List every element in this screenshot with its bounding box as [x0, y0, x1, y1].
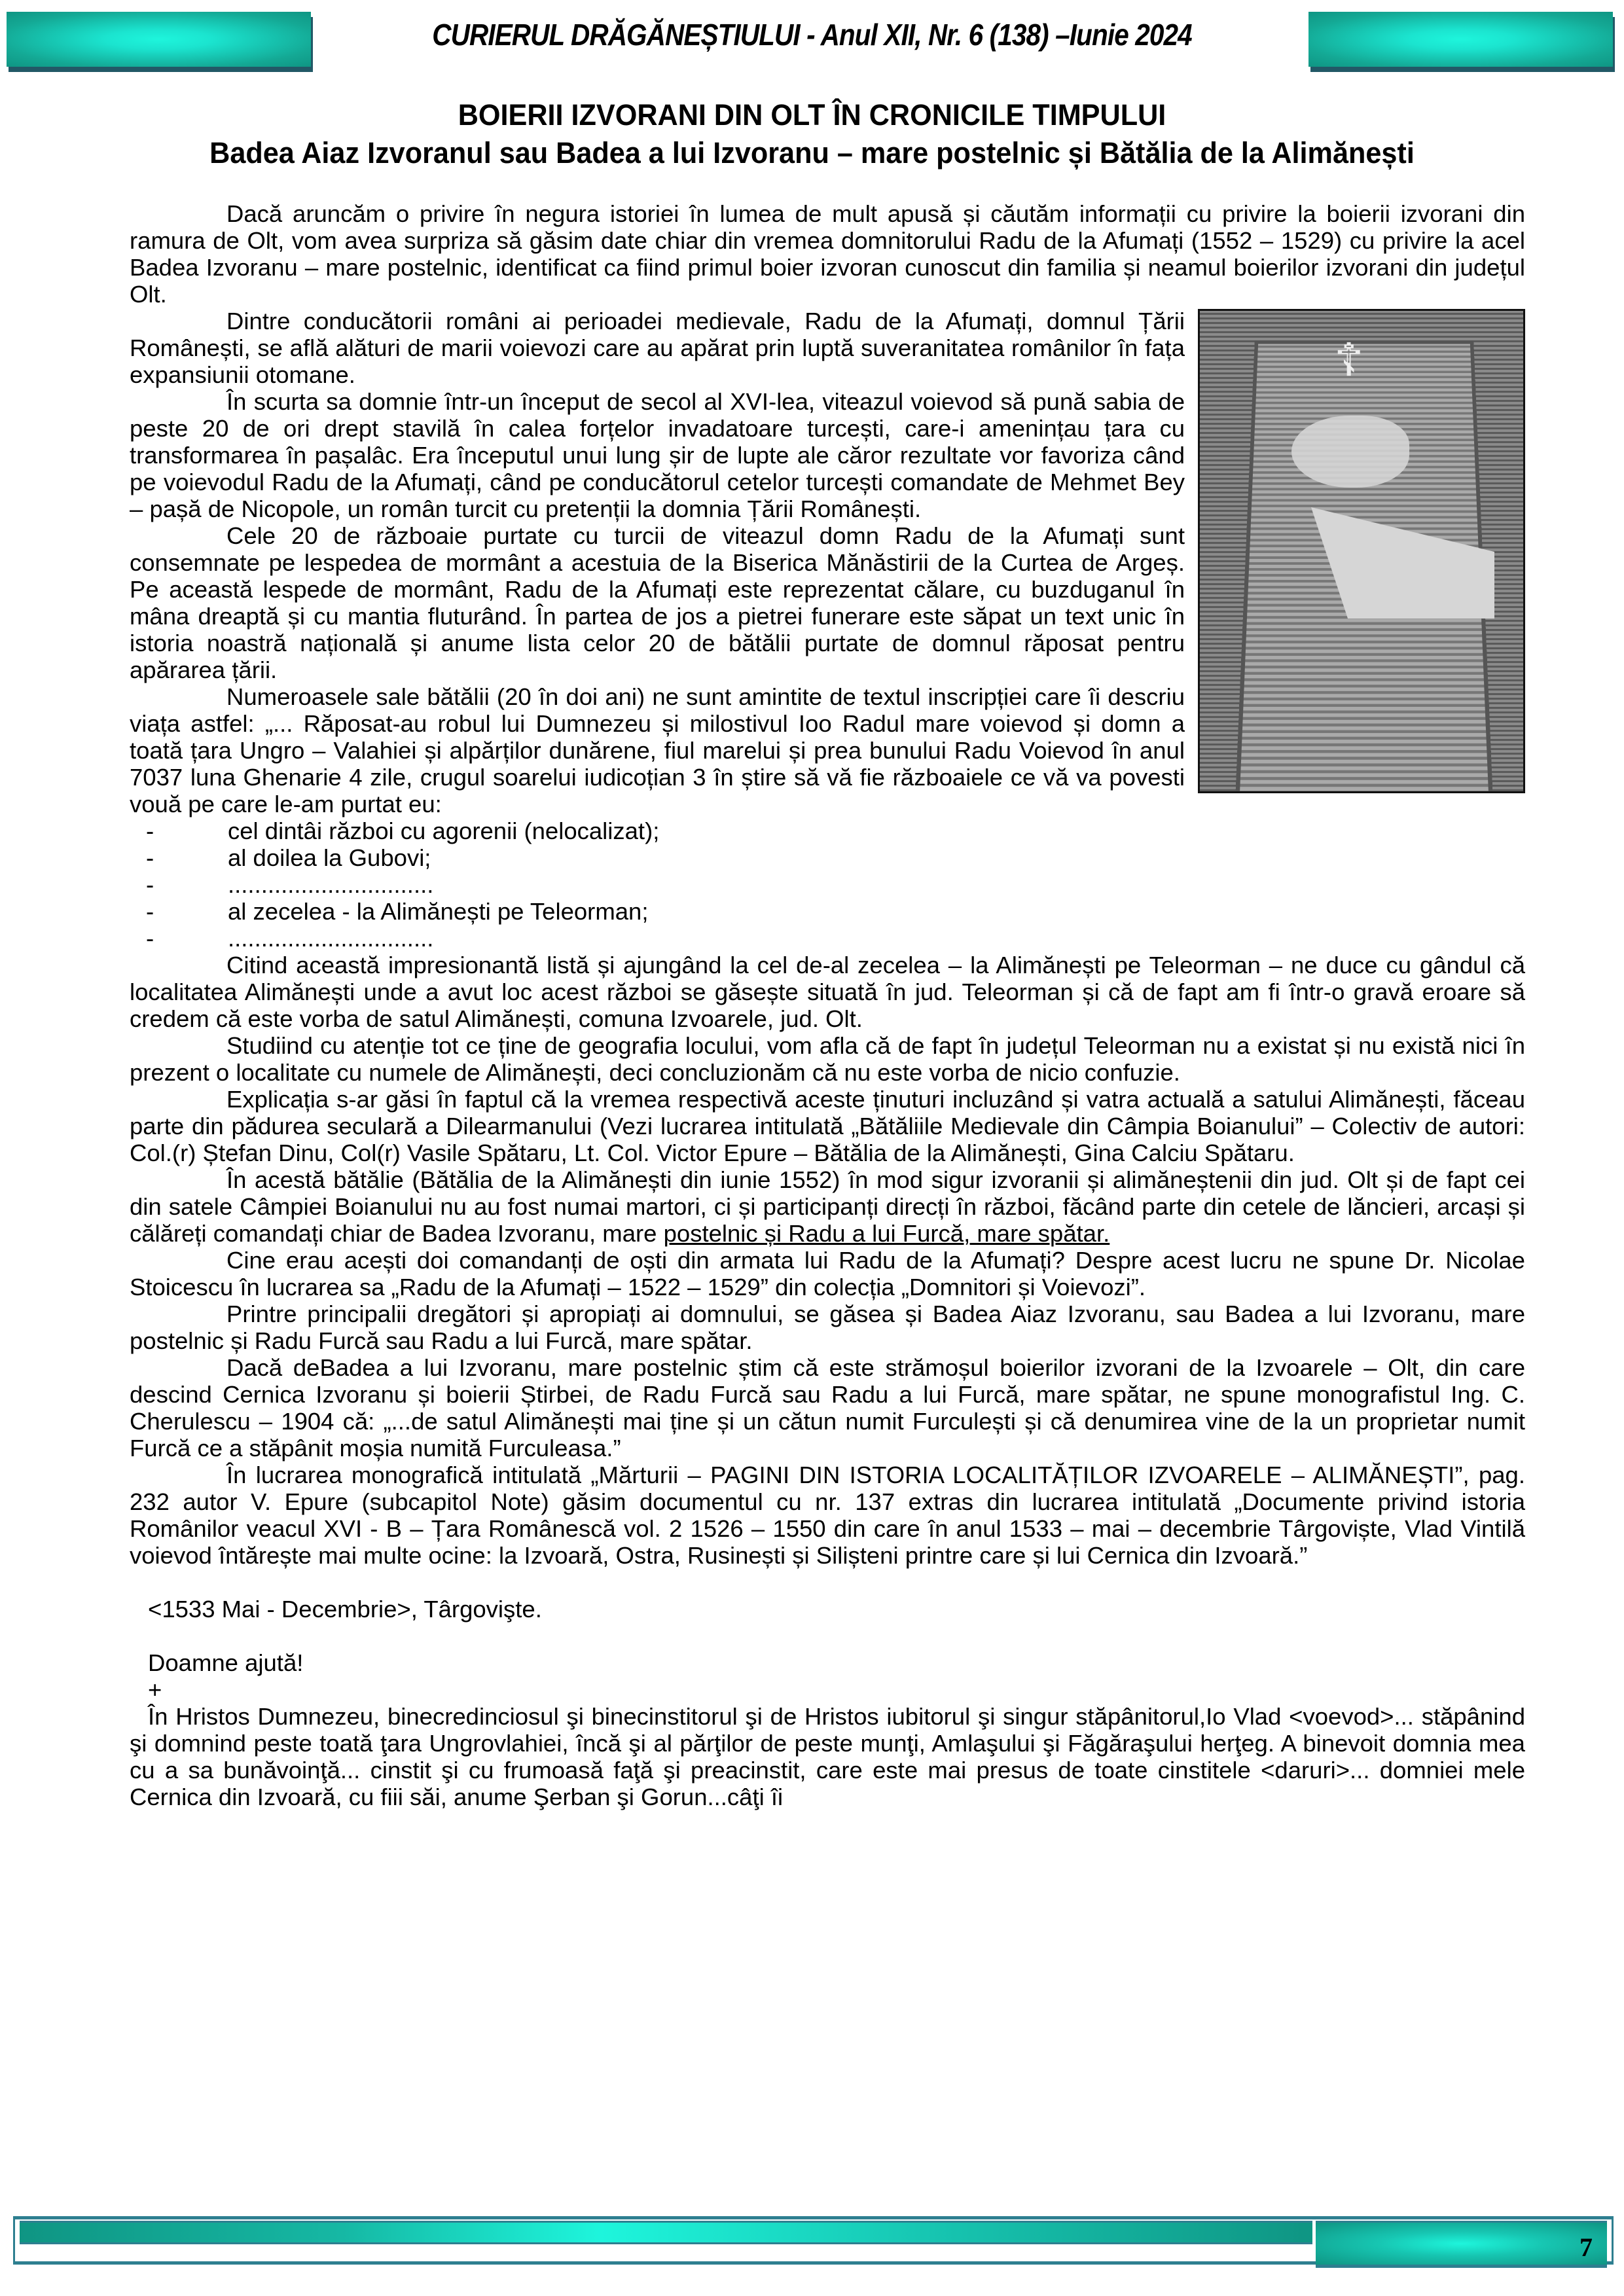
paragraph: Dintre conducătorii români ai perioadei medievale, Radu de la Afumați, domnul Țării Românești, se află alături de marii voievozi care au apărat prin luptă suveranitatea românilor în fața expansiunii otomane. — [130, 308, 1185, 388]
list-item-text: ............................... — [228, 925, 434, 952]
list-item — [130, 844, 1525, 871]
cross-icon: ☦ — [1334, 334, 1364, 386]
paragraph: Numeroasele sale bătălii (20 în doi ani) ne sunt amintite de textul inscripției care îi descriu viața astfel: „... Răposat-au robul lui Dumnezeu și milostivul Ioo Radul mare voievod și domn a toată țara Ungro – Valahiei și alpărților dunărene, fiul marelui și prea bunului Radu Voievod în anul 7037 luna Ghenarie 4 zile, crugul soarelui iudicoțian 3 în știre să vă fie războaiele ce vă va povesti vouă pe care le-am purtat eu: — [130, 683, 1185, 817]
list-item-text: cel dintâi război cu agorenii (nelocalizat); — [228, 817, 660, 844]
page-number: 7 — [1579, 2233, 1593, 2262]
document-quote — [130, 1596, 1525, 1703]
paragraph: Dacă deBadea a lui Izvoranu, mare postelnic știm că este strămoșul boierilor izvorani de la Izvoarele – Olt, din care descind Cernica Izvoranu și boierii Știrbei, de Radu Furcă sau Radu a lui Furcă, mare spătar, ne spune monografistul Ing. C. Cherulescu – 1904 că: „...de satul Alimănești mai ține și un cătun numit Furculești și că denumirea vine de la un proprietar numit Furcă ce a stăpânit moșia numită Furculeasa.” — [130, 1354, 1525, 1462]
paragraph: În lucrarea monografică intitulată „Mărturii – PAGINI DIN ISTORIA LOCALITĂȚILOR IZVOARELE – ALIMĂNEȘTI”, pag. 232 autor V. Epure (subcapitol Note) găsim documentul cu nr. 137 extras din lucrarea intitulată „Documente privind istoria Românilor veacul XVI - B – Țara Românescă vol. 2 1526 – 1550 din care în anul 1533 – mai – decembrie Târgoviște, Vlad Vintilă voievod întărește mai multe ocine: la Izvoară, Ostra, Rusinești și Siliștеni printre care și lui Cernica din Izvoară.” — [130, 1462, 1525, 1569]
quote-invocation: Doamne ajută! — [148, 1649, 304, 1676]
dash-bullet: - — [146, 898, 154, 925]
article-body — [130, 200, 1525, 1810]
dash-bullet: - — [146, 871, 154, 898]
paragraph: Citind această impresionantă listă și ajungând la cel de-al zecelea – la Alimănești pe Teleorman – ne duce cu gândul că localitatea Alimănești unde a avut loc acest război se găsește situată în jud. Teleorman și că de fapt am fi într-o gravă eroare să credem că este vorba de satul Alimănești, comuna Izvoarele, jud. Olt. — [130, 952, 1525, 1032]
article-title: BOIERII IZVORANI DIN OLT ÎN CRONICILE TIMPULUI — [458, 98, 1166, 132]
dash-bullet: - — [146, 925, 154, 952]
paragraph: În scurta sa domnie într-un început de secol al XVI-lea, viteazul voievod să pună sabia de peste 20 de ori drept stavilă în calea forțelor invadatoare turcești, care-i amenințau țara cu transformarea în pașalâc. Era începutul unui lung șir de lupte ale căror rezultate vor favoriza când pe voievodul Radu de la Afumați, când pe conducătorul cetelor turcești comandate de Mehmet Bey – pașă de Nicopole, un român turcit cu pretenții la domnia Țării Românești. — [130, 388, 1185, 522]
list-item-text: al doilea la Gubovi; — [228, 844, 431, 871]
quote-cross: + — [148, 1676, 162, 1703]
list-item — [130, 871, 1525, 898]
dash-bullet: - — [146, 817, 154, 844]
tombstone-image — [1198, 309, 1525, 793]
paragraph: Printre principalii dregători și apropiați ai domnului, se găsea și Badea Aiaz Izvoranu, sau Badea a lui Izvoranu, mare postelnic și Radu Furcă sau Radu a lui Furcă, mare spătar. — [130, 1300, 1525, 1354]
paragraph: Cele 20 de războaie purtate cu turcii de viteazul domn Radu de la Afumați sunt consemnate pe lespedea de mormânt a acestuia de la Biserica Mănăstirii de la Curtea de Argeș. Pe această lespede de mormânt, Radu de la Afumați este reprezentat călare, cu buzduganul în mâna dreaptă și cu mantia fluturând. În partea de jos a pietrei funerare este săpat un text unic în istoria noastră națională și anume lista celor 20 de bătălii purtate de domnul răposat pentru apărarea țării. — [130, 522, 1185, 683]
list-item — [130, 925, 1525, 952]
quote-text: În Hristos Dumnezeu, binecredinciosul şi binecinstitorul şi de Hristos iubitorul şi singur stăpânitorul,Io Vlad <voevod>... stăpânind şi domnind peste toată ţara Ungrovlahiei, încă şi al părţilor de peste munţi, Amlaşului şi Făgăraşului herţeg. A binevoit domnia mea cu a sa bunăvoinţă... cinstit şi cu frumoasă faţă şi preacinstit, care este mai presus de toate cinstitele <daruri>... domniei mele Cernica din Izvoară, cu fiii săi, anume Şerban şi Gorun...câţi îi — [130, 1703, 1525, 1810]
paragraph: Dacă aruncăm o privire în negura istoriei în lumea de mult apusă și căutăm informații cu privire la boierii izvorani din ramura de Olt, vom avea surpriza să găsim date chiar din vremea domnitorului Radu de la Afumați (1552 – 1529) cu privire la acel Badea Izvoranu – mare postelnic, identificat ca fiind primul boier izvoran cunoscut din familia și neamul boierilor izvorani din județul Olt. — [130, 200, 1525, 308]
list-item-text: ............................... — [228, 871, 434, 898]
battles-list — [130, 817, 1525, 952]
list-item — [130, 898, 1525, 925]
list-item-text: al zecelea - la Alimănești pe Teleorman; — [228, 898, 649, 925]
quote-date-place: <1533 Mai - Decembrie>, Târgovişte. — [148, 1596, 542, 1623]
newspaper-masthead: CURIERUL DRĂGĂNEȘTIULUI - Anul XII, Nr. 6 (138) –Iunie 2024 — [432, 18, 1192, 52]
paragraph-battle — [130, 1166, 1525, 1247]
paragraph: Cine erau acești doi comandanți de oști din armata lui Radu de la Afumați? Despre acest lucru ne spune Dr. Nicolae Stoicescu în lucrarea sa „Radu de la Afumați – 1522 – 1529” din colecția „Domnitori și Voievozi”. — [130, 1247, 1525, 1300]
footer-decoration-bar — [20, 2221, 1312, 2244]
horseman-relief — [1291, 416, 1409, 488]
page-number-box — [1316, 2221, 1607, 2268]
list-item — [130, 817, 1525, 844]
paragraph: Studiind cu atenție tot ce ține de geografia locului, vom afla că de fapt în județul Teleorman nu a existat și nu există nici în prezent o localitate cu numele de Alimănești, deci concluzionăm că nu este vorba de nicio confuzie. — [130, 1032, 1525, 1086]
article-subtitle: Badea Aiaz Izvoranul sau Badea a lui Izvoranu – mare postelnic și Bătălia de la Alimănești — [209, 136, 1415, 170]
underlined-text: postelnic și Radu a lui Furcă, mare spătar. — [663, 1220, 1110, 1247]
paragraph: Explicația s-ar găsi în faptul că la vremea respectivă aceste ținuturi incluzând și vatra actuală a satului Alimănești, făceau parte din pădurea seculară a Dilearmanului (Vezi lucrarea intitulată „Bătăliile Medievale din Câmpia Boianului” – Colectiv de autori: Col.(r) Ștefan Dinu, Col(r) Vasile Spătaru, Lt. Col. Victor Epure – Bătălia de la Alimănești, Gina Calciu Spătaru. — [130, 1086, 1525, 1166]
paragraph-text: În acestă bătălie (Bătălia de la Alimănești din iunie 1552) în mod sigur izvoranii și alimăneștenii din jud. Olt și de fapt cei din satele Câmpiei Boianului nu au fost numai martori, ci și participanți direcți în război, făcând parte din cetele de lăncieri, arcași și călăreți comandați chiar de Badea Izvoranu, mare — [130, 1166, 1525, 1247]
dash-bullet: - — [146, 844, 154, 871]
